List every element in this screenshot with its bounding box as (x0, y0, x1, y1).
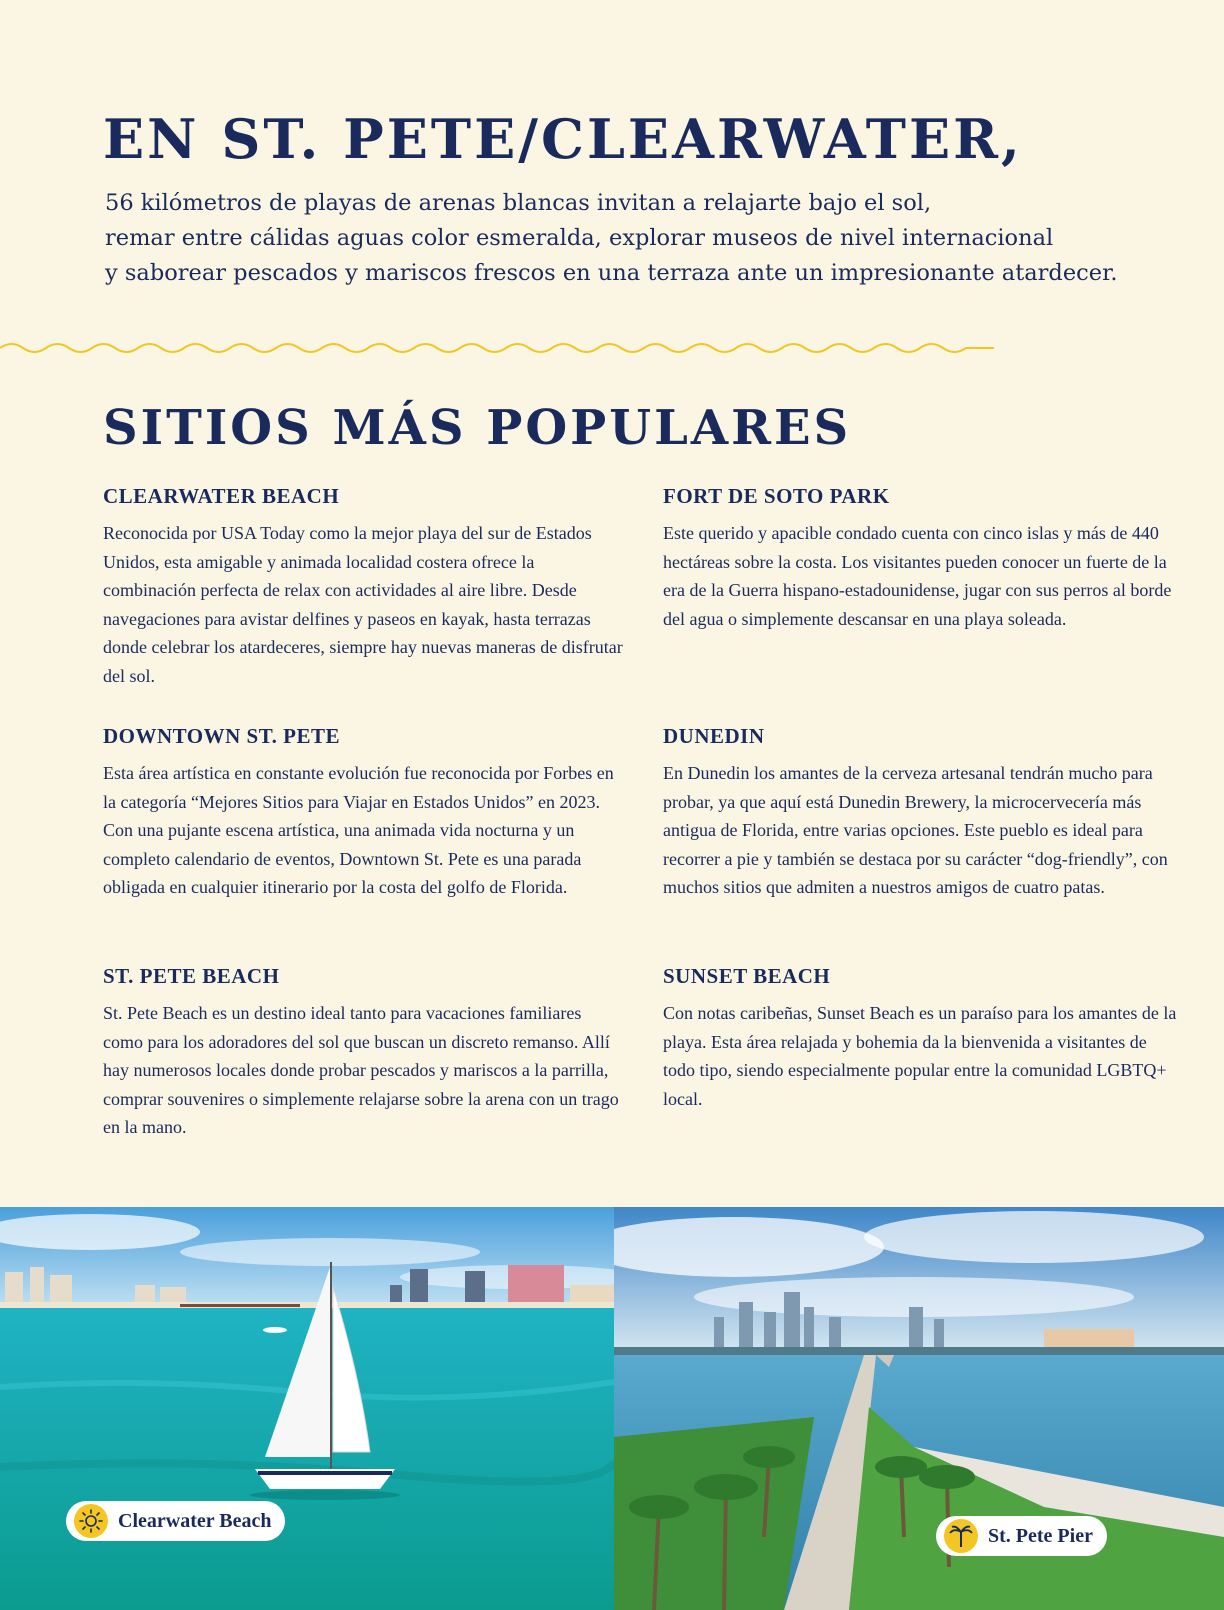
entry-st-pete-beach (103, 964, 623, 1142)
palm-tree-icon (944, 1519, 978, 1553)
sun-icon (74, 1504, 108, 1538)
wave-divider (0, 340, 1000, 356)
entry-heading: FORT DE SOTO PARK (663, 484, 890, 508)
intro-line: remar entre cálidas aguas color esmeralda, explorar museos de nivel internacional (105, 225, 1054, 251)
entry-heading: DOWNTOWN ST. PETE (103, 724, 341, 748)
caption-label: Clearwater Beach (118, 1509, 272, 1532)
entry-fort-de-soto-park (663, 484, 1183, 633)
intro-paragraph (105, 186, 1205, 291)
entry-sunset-beach (663, 964, 1183, 1113)
entry-heading: CLEARWATER BEACH (103, 484, 340, 508)
caption-label: St. Pete Pier (988, 1524, 1093, 1547)
entry-body: Con notas caribeñas, Sunset Beach es un paraíso para los amantes de la playa. Esta área relajada y bohemia da la bienvenida a visitantes de todo tipo, siendo especialmente popular entre la comunidad LGBTQ+ local. (663, 1003, 1177, 1109)
photo-clearwater-beach (0, 1207, 614, 1610)
entry-body: Esta área artística en constante evolución fue reconocida por Forbes en la categoría “Mejores Sitios para Viajar en Estados Unidos” en 2023. Con una pujante escena artística, una animada vida nocturna y un completo calendario de eventos, Downtown St. Pete es una parada obligada en cualquier itinerario por la costa del golfo de Florida. (103, 763, 614, 897)
intro-line: y saborear pescados y mariscos frescos en una terraza ante un impresionante atardecer. (105, 260, 1118, 286)
photo-st-pete-pier (614, 1207, 1224, 1610)
headline: EN ST. PETE/CLEARWATER, (103, 107, 1023, 171)
entry-clearwater-beach (103, 484, 623, 690)
entry-heading: SUNSET BEACH (663, 964, 831, 988)
caption-clearwater-beach (66, 1501, 285, 1541)
entry-heading: DUNEDIN (663, 724, 765, 748)
entry-body: St. Pete Beach es un destino ideal tanto para vacaciones familiares como para los adoradores del sol que buscan un discreto remanso. Allí hay numerosos locales donde probar pescados y mariscos a la parrilla, comprar souvenires o simplemente relajarse sobre la arena con un trago en la mano. (103, 1003, 619, 1137)
entry-body: En Dunedin los amantes de la cerveza artesanal tendrán mucho para probar, ya que aquí está Dunedin Brewery, la microcervecería más antigua de Florida, entre varias opciones. Este pueblo es ideal para recorrer a pie y también se destaca por su carácter “dog-friendly”, con muchos sitios que admiten a nuestros amigos de cuatro patas. (663, 763, 1168, 897)
entry-downtown-st-pete (103, 724, 623, 902)
intro-line: 56 kilómetros de playas de arenas blancas invitan a relajarte bajo el sol, (105, 190, 932, 216)
entry-heading: ST. PETE BEACH (103, 964, 280, 988)
caption-st-pete-pier (936, 1516, 1107, 1556)
section-title: SITIOS MÁS POPULARES (103, 400, 852, 456)
entry-dunedin (663, 724, 1183, 902)
entry-body: Reconocida por USA Today como la mejor playa del sur de Estados Unidos, esta amigable y animada localidad costera ofrece la combinación perfecta de relax con actividades al aire libre. Desde navegaciones para avistar delfines y paseos en kayak, hasta terrazas donde celebrar los atardeceres, siempre hay nuevas maneras de disfrutar del sol. (103, 523, 623, 686)
entry-body: Este querido y apacible condado cuenta con cinco islas y más de 440 hectáreas sobre la costa. Los visitantes pueden conocer un fuerte de la era de la Guerra hispano-estadounidense, jugar con sus perros al borde del agua o simplemente descansar en una playa soleada. (663, 523, 1172, 629)
